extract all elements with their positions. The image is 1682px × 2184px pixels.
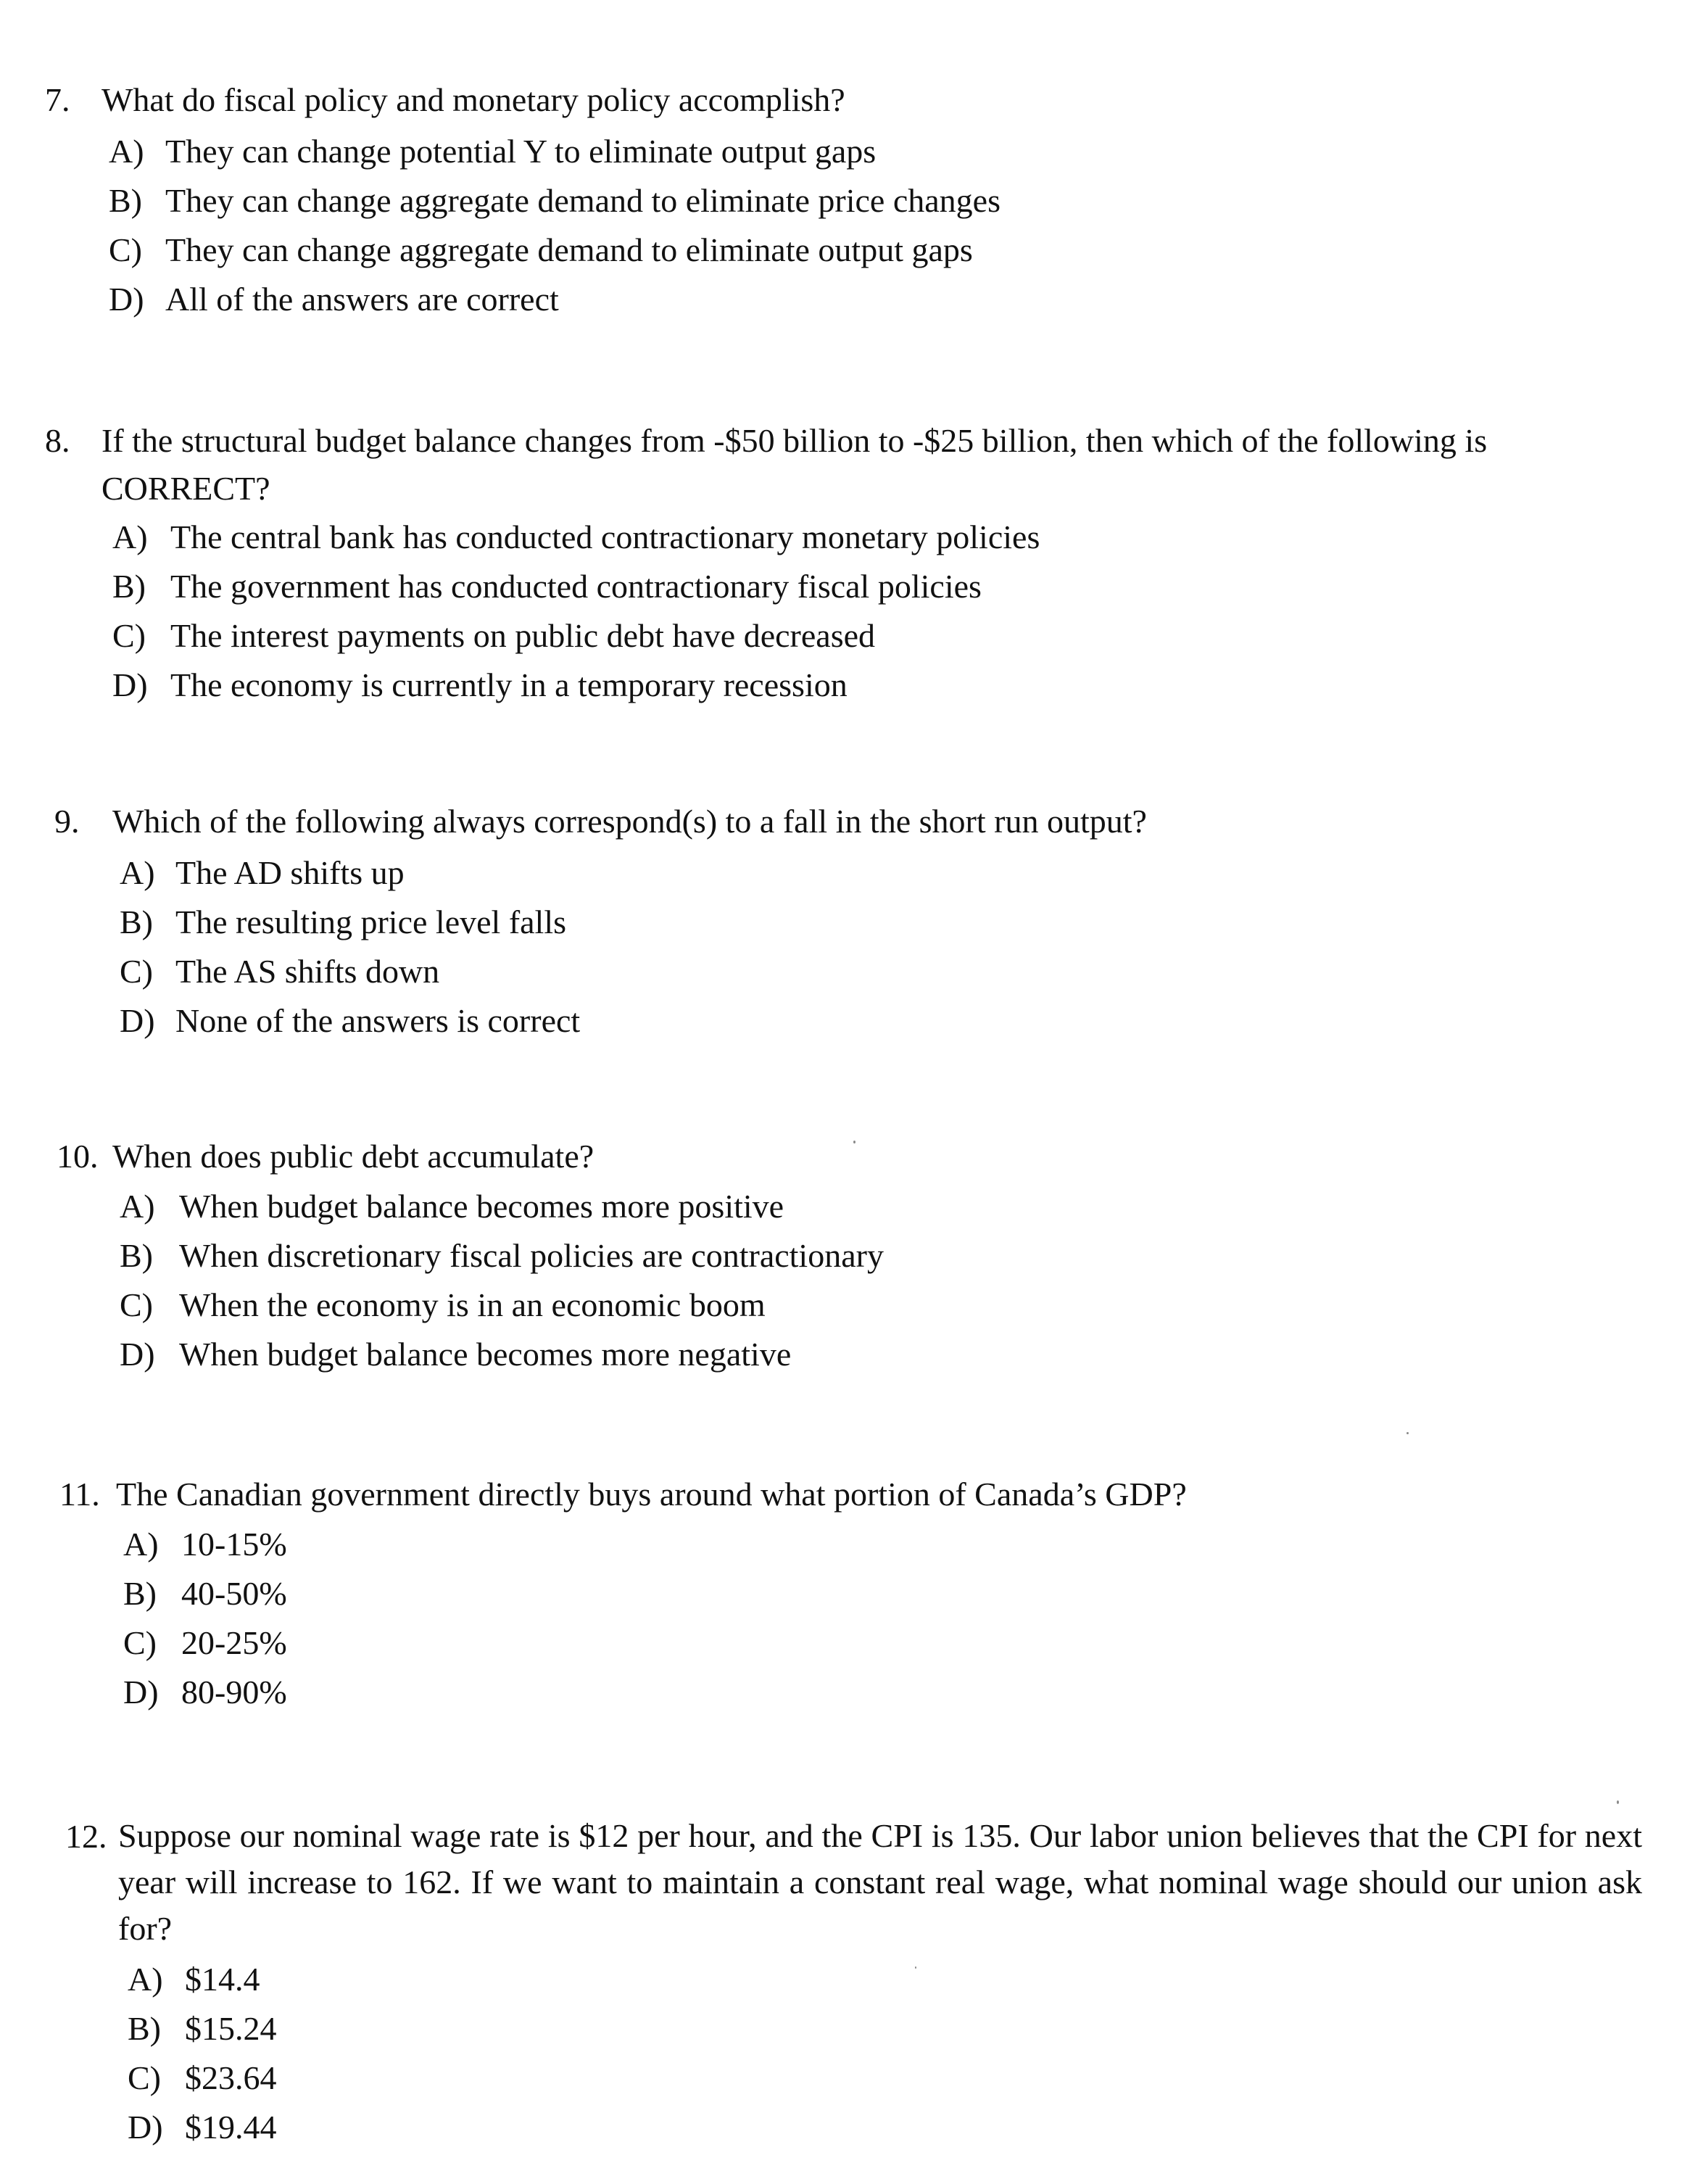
option-letter: D) xyxy=(123,1674,159,1711)
option-letter: B) xyxy=(112,568,146,605)
question-text: What do fiscal policy and monetary policy accomplish? xyxy=(102,81,845,118)
option-letter: C) xyxy=(112,617,146,654)
option-text: 40-50% xyxy=(181,1575,287,1612)
question-number: 9. xyxy=(54,803,80,840)
option-text: $19.44 xyxy=(185,2109,277,2146)
option-text: $15.24 xyxy=(185,2010,277,2047)
option-letter: B) xyxy=(123,1575,157,1612)
option-text: The resulting price level falls xyxy=(175,903,567,940)
option-text: The interest payments on public debt have decreased xyxy=(170,617,876,654)
option-text: They can change potential Y to eliminate output gaps xyxy=(165,133,877,170)
option-letter: C) xyxy=(109,231,142,268)
option-letter: A) xyxy=(120,1188,155,1225)
option-letter: A) xyxy=(123,1526,159,1563)
question-number: 11. xyxy=(59,1476,100,1513)
option-letter: D) xyxy=(109,281,144,318)
option-letter: B) xyxy=(120,1237,153,1274)
option-text: When discretionary fiscal policies are contractionary xyxy=(179,1237,884,1274)
question-text: When does public debt accumulate? xyxy=(112,1138,594,1175)
option-text: $23.64 xyxy=(185,2059,277,2096)
option-text: $14.4 xyxy=(185,1961,260,1998)
option-text: When budget balance becomes more negative xyxy=(179,1336,792,1373)
option-text: They can change aggregate demand to eliminate price changes xyxy=(165,182,1000,219)
option-letter: B) xyxy=(128,2010,161,2047)
option-text: 20-25% xyxy=(181,1624,287,1661)
option-text: When budget balance becomes more positive xyxy=(179,1188,784,1225)
option-letter: C) xyxy=(120,953,153,990)
option-text: The government has conducted contractionary fiscal policies xyxy=(170,568,982,605)
option-text: The economy is currently in a temporary recession xyxy=(170,666,848,703)
option-letter: A) xyxy=(128,1961,163,1998)
question-number: 10. xyxy=(57,1138,99,1175)
option-letter: D) xyxy=(112,666,148,703)
option-letter: D) xyxy=(120,1002,155,1039)
question-text: The Canadian government directly buys around what portion of Canada’s GDP? xyxy=(116,1476,1187,1513)
question-number: 12. xyxy=(65,1818,107,1855)
option-text: They can change aggregate demand to eliminate output gaps xyxy=(165,231,973,268)
option-letter: A) xyxy=(109,133,144,170)
option-text: The AD shifts up xyxy=(175,854,405,891)
option-letter: D) xyxy=(120,1336,155,1373)
question-text: If the structural budget balance changes from -$50 billion to -$25 billion, then which of the following is CORRECT? xyxy=(102,422,1488,507)
option-letter: C) xyxy=(128,2059,161,2096)
option-text: The central bank has conducted contractionary monetary policies xyxy=(170,518,1040,555)
option-letter: B) xyxy=(120,903,153,940)
option-letter: A) xyxy=(112,518,148,555)
scan-speck xyxy=(1617,1800,1619,1804)
option-text: None of the answers is correct xyxy=(175,1002,581,1039)
scan-speck xyxy=(915,1966,916,1969)
option-letter: D) xyxy=(128,2109,163,2146)
option-letter: C) xyxy=(123,1624,157,1661)
question-text: Suppose our nominal wage rate is $12 per hour, and the CPI is 135. Our labor union believes that the CPI for next year will increase to 162. If we want to maintain a constant real wage, what nominal wage should our union ask for? xyxy=(118,1817,1642,1947)
option-text: 10-15% xyxy=(181,1526,287,1563)
option-letter: C) xyxy=(120,1286,153,1323)
option-letter: B) xyxy=(109,182,142,219)
option-text: 80-90% xyxy=(181,1674,287,1711)
option-text: When the economy is in an economic boom xyxy=(179,1286,766,1323)
scan-speck xyxy=(1406,1432,1409,1434)
question-number: 8. xyxy=(45,422,70,459)
option-letter: A) xyxy=(120,854,155,891)
question-text: Which of the following always correspond(s) to a fall in the short run output? xyxy=(112,803,1147,840)
option-text: All of the answers are correct xyxy=(165,281,559,318)
option-text: The AS shifts down xyxy=(175,953,440,990)
scan-speck xyxy=(853,1141,856,1143)
question-number: 7. xyxy=(45,81,70,118)
